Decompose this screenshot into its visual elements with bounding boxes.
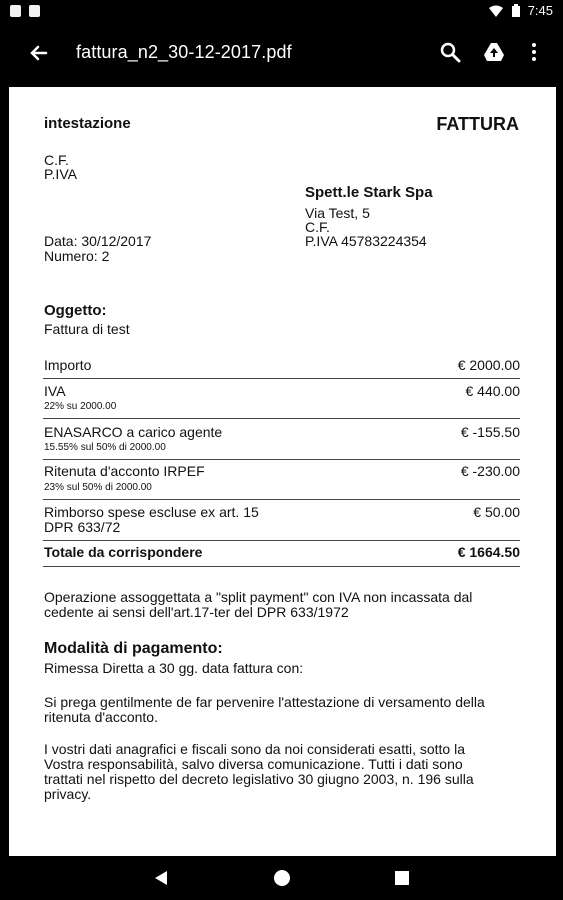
navigation-bar: [0, 857, 563, 900]
row-enasarco-sub: 15.55% sul 50% di 2000.00: [44, 442, 166, 453]
wifi-icon: [488, 4, 504, 18]
privacy-line-3: trattati nel rispetto del decreto legislativo 30 giugno 2003, n. 196 sulla: [44, 771, 474, 787]
recipient-piva: P.IVA 45783224354: [305, 233, 427, 249]
header-left: intestazione: [44, 115, 131, 132]
row-iva-label: IVA: [44, 383, 66, 399]
table-divider: [43, 378, 520, 379]
row-importo-value: € 2000.00: [457, 357, 520, 373]
table-divider: [43, 418, 520, 419]
payment-text: Rimessa Diretta a 30 gg. data fattura con:: [44, 660, 304, 676]
row-iva-sub: 22% su 2000.00: [44, 401, 117, 412]
pdf-page: [9, 87, 556, 856]
split-note-line-1: Operazione assoggettata a "split payment" con IVA non incassata dal: [44, 589, 473, 605]
recipient-address: Via Test, 5: [305, 205, 370, 221]
row-irpef-value: € -230.00: [460, 463, 520, 479]
note-line-1: Si prega gentilmente de far pervenire l'attestazione di versamento della: [44, 694, 485, 710]
invoice-date: Data: 30/12/2017: [44, 233, 152, 249]
piva-label: P.IVA: [44, 166, 77, 182]
table-divider: [43, 566, 520, 567]
payment-label: Modalità di pagamento:: [44, 640, 223, 657]
row-enasarco-value: € -155.50: [460, 424, 520, 440]
invoice-number: Numero: 2: [44, 248, 110, 264]
total-value: € 1664.50: [457, 544, 520, 560]
subject-text: Fattura di test: [44, 321, 130, 337]
note-line-2: ritenuta d'acconto.: [44, 709, 158, 725]
row-rimborso-label: Rimborso spese escluse ex art. 15: [44, 504, 259, 520]
privacy-line-2: Vostra responsabilità, salvo diversa comunicazione. Tutti i dati sono: [44, 756, 463, 772]
sd-card-icon: [29, 5, 40, 17]
subject-label: Oggetto:: [44, 302, 107, 319]
table-divider: [43, 540, 520, 541]
row-irpef-label: Ritenuta d'acconto IRPEF: [44, 463, 205, 479]
battery-icon: [510, 4, 522, 18]
row-rimborso-value: € 50.00: [473, 504, 520, 520]
back-arrow-icon[interactable]: [28, 42, 50, 64]
notification-icon: [10, 5, 21, 17]
invoice-title: FATTURA: [436, 114, 519, 134]
home-nav-icon[interactable]: [273, 869, 291, 887]
back-nav-icon[interactable]: [152, 869, 170, 887]
recents-nav-icon[interactable]: [393, 869, 411, 887]
recipient-name: Spett.le Stark Spa: [305, 184, 433, 201]
split-note-line-2: cedente ai sensi dell'art.17-ter del DPR 633/1972: [44, 604, 349, 620]
row-importo-label: Importo: [44, 357, 92, 373]
app-toolbar: [0, 24, 563, 82]
table-divider: [43, 499, 520, 500]
drive-upload-icon[interactable]: [482, 40, 506, 64]
document-title: fattura_n2_30-12-2017.pdf: [76, 42, 292, 62]
status-right: [488, 3, 553, 18]
total-label: Totale da corrispondere: [44, 544, 203, 560]
recipient-cf: C.F.: [305, 219, 330, 235]
row-iva-value: € 440.00: [465, 383, 520, 399]
search-icon[interactable]: [438, 40, 462, 64]
clock: 7:45: [527, 3, 553, 18]
row-rimborso-sub: DPR 633/72: [44, 519, 121, 535]
status-bar: [0, 0, 563, 24]
more-options-icon[interactable]: [522, 40, 546, 64]
table-divider: [43, 459, 520, 460]
row-irpef-sub: 23% sul 50% di 2000.00: [44, 482, 152, 493]
row-enasarco-label: ENASARCO a carico agente: [44, 424, 223, 440]
cf-label: C.F.: [44, 152, 69, 168]
privacy-line-1: I vostri dati anagrafici e fiscali sono da noi considerati esatti, sotto la: [44, 741, 465, 757]
notification-icons: [10, 5, 40, 17]
privacy-line-4: privacy.: [44, 786, 92, 802]
